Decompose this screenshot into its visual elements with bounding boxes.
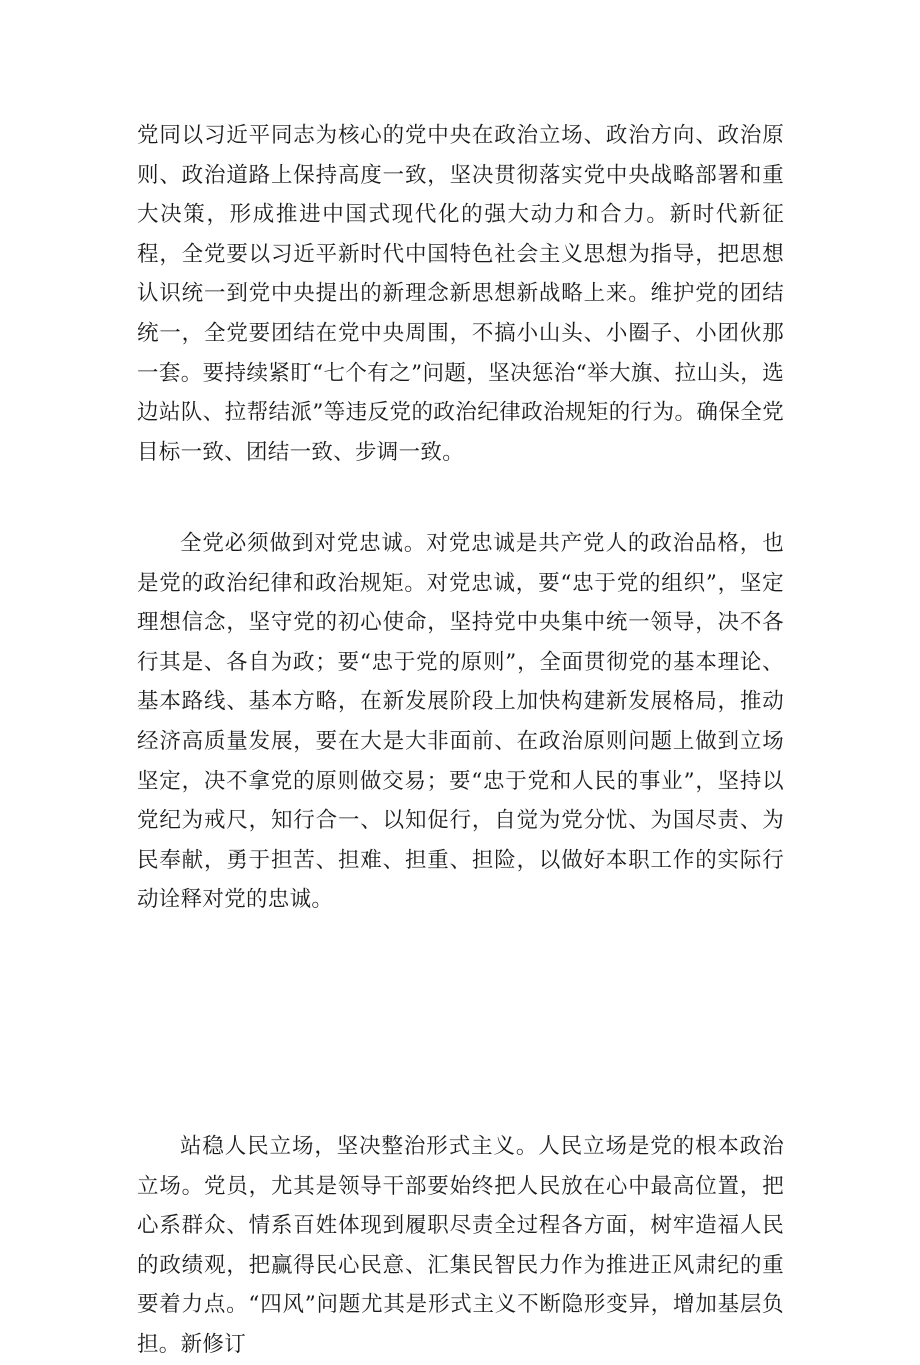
paragraph-3: 站稳人民立场，坚决整治形式主义。人民立场是党的根本政治立场。党员，尤其是领导干部要始终把人民放在心中最高位置，把心系群众、情系百姓体现到履职尽责全过程各方面，树牢造福人民的政绩观，把赢得民心民意、汇集民智民力作为推进正风肃纪的重要着力点。“四风”问题尤其是形式主义不断隐形变异，增加基层负担。新修订 <box>137 1134 784 1357</box>
paragraph-2: 全党必须做到对党忠诚。对党忠诚是共产党人的政治品格，也是党的政治纪律和政治规矩。对党忠诚，要“忠于党的组织”，坚定理想信念，坚守党的初心使命，坚持党中央集中统一领导，决不各行其是、各自为政；要“忠于党的原则”，全面贯彻党的基本理论、基本路线、基本方略，在新发展阶段上加快构建新发展格局，推动经济高质量发展，要在大是大非面前、在政治原则问题上做到立场坚定，决不拿党的原则做交易；要“忠于党和人民的事业”，坚持以党纪为戒尺，知行合一、以知促行，自觉为党分忧、为国尽责、为民奉献，勇于担苦、担难、担重、担险，以做好本职工作的实际行动诠释对党的忠诚。 <box>137 531 784 913</box>
paragraph-1: 党同以习近平同志为核心的党中央在政治立场、政治方向、政治原则、政治道路上保持高度一致，坚决贯彻落实党中央战略部署和重大决策，形成推进中国式现代化的强大动力和合力。新时代新征程，全党要以习近平新时代中国特色社会主义思想为指导，把思想认识统一到党中央提出的新理念新思想新战略上来。维护党的团结统一，全党要团结在党中央周围，不搞小山头、小圈子、小团伙那一套。要持续紧盯“七个有之”问题，坚决惩治“举大旗、拉山头，选边站队、拉帮结派”等违反党的政治纪律政治规矩的行为。确保全党目标一致、团结一致、步调一致。 <box>137 123 784 465</box>
